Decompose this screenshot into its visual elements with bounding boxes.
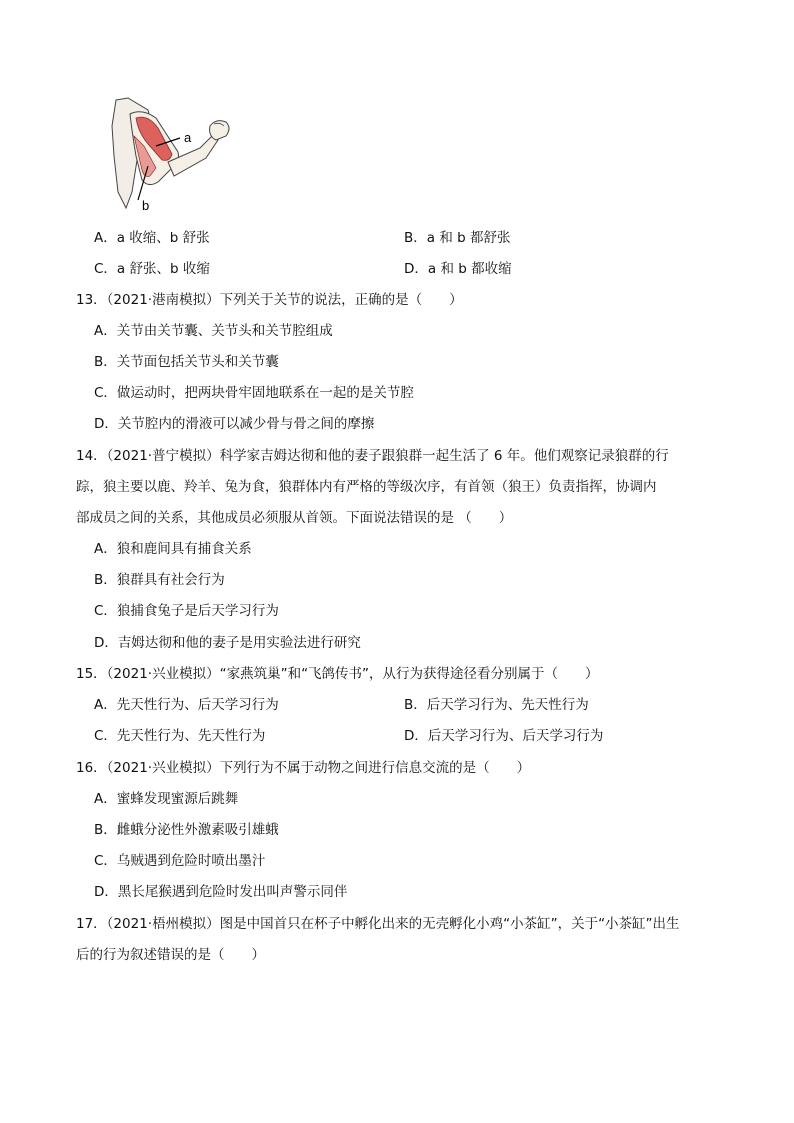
q16-option-b: B．雌蛾分泌性外激素吸引雄蛾 [94,822,279,838]
q16-option-a: A．蜜蜂发现蜜源后跳舞 [94,791,239,807]
q17-stem-line2: 后的行为叙述错误的是（ ） [76,947,265,963]
q13-option-b: B．关节面包括关节头和关节囊 [94,354,279,370]
q15-stem: 15．（2021·兴业模拟）“家燕筑巢”和“飞鸽传书”，从行为获得途径看分别属于（ ） [76,666,599,682]
q15-option-c: C．先天性行为、先天性行为 [94,728,266,744]
q17-stem-line1: 17．（2021·梧州模拟）图是中国首只在杯子中孵化出来的无壳孵化小鸡“小茶缸”，关于“小茶缸”出生 [76,916,680,932]
q12-option-d: D．a 和 b 都收缩 [404,261,512,277]
q14-option-c: C．狼捕食兔子是后天学习行为 [94,603,279,619]
arm-muscle-figure [108,96,248,214]
q13-option-d: D．关节腔内的滑液可以减少骨与骨之间的摩擦 [94,416,375,432]
q13-option-c: C．做运动时，把两块骨牢固地联系在一起的是关节腔 [94,385,414,401]
q12-option-b: B．a 和 b 都舒张 [404,230,511,246]
q12-option-c: C．a 舒张、b 收缩 [94,261,210,277]
q14-stem-line2: 踪，狼主要以鹿、羚羊、兔为食，狼群体内有严格的等级次序，有首领（狼王）负责指挥，协调内 [76,479,657,495]
q15-option-b: B．后天学习行为、先天性行为 [404,697,589,713]
q14-stem-line3: 部成员之间的关系，其他成员必须服从首领。下面说法错误的是 （ ） [76,510,513,526]
q15-option-d: D．后天学习行为、后天学习行为 [404,728,604,744]
q13-option-a: A．关节由关节囊、关节头和关节腔组成 [94,323,333,339]
q14-stem-line1: 14．（2021·普宁模拟）科学家吉姆达彻和他的妻子跟狼群一起生活了 6 年。他们观察记录狼群的行 [76,448,669,464]
q16-option-d: D．黑长尾猴遇到危险时发出叫声警示同伴 [94,884,348,900]
q13-stem: 13．（2021·港南模拟）下列关于关节的说法，正确的是（ ） [76,292,463,308]
q12-option-a: A．a 收缩、b 舒张 [94,230,210,246]
label-b: b [142,198,150,213]
q16-option-c: C．乌贼遇到危险时喷出墨汁 [94,853,266,869]
label-a: a [184,130,192,145]
q14-option-b: B．狼群具有社会行为 [94,572,225,588]
q14-option-d: D．吉姆达彻和他的妻子是用实验法进行研究 [94,635,361,651]
q16-stem: 16．（2021·兴业模拟）下列行为不属于动物之间进行信息交流的是（ ） [76,760,531,776]
q15-option-a: A．先天性行为、后天学习行为 [94,697,279,713]
q14-option-a: A．狼和鹿间具有捕食关系 [94,541,252,557]
